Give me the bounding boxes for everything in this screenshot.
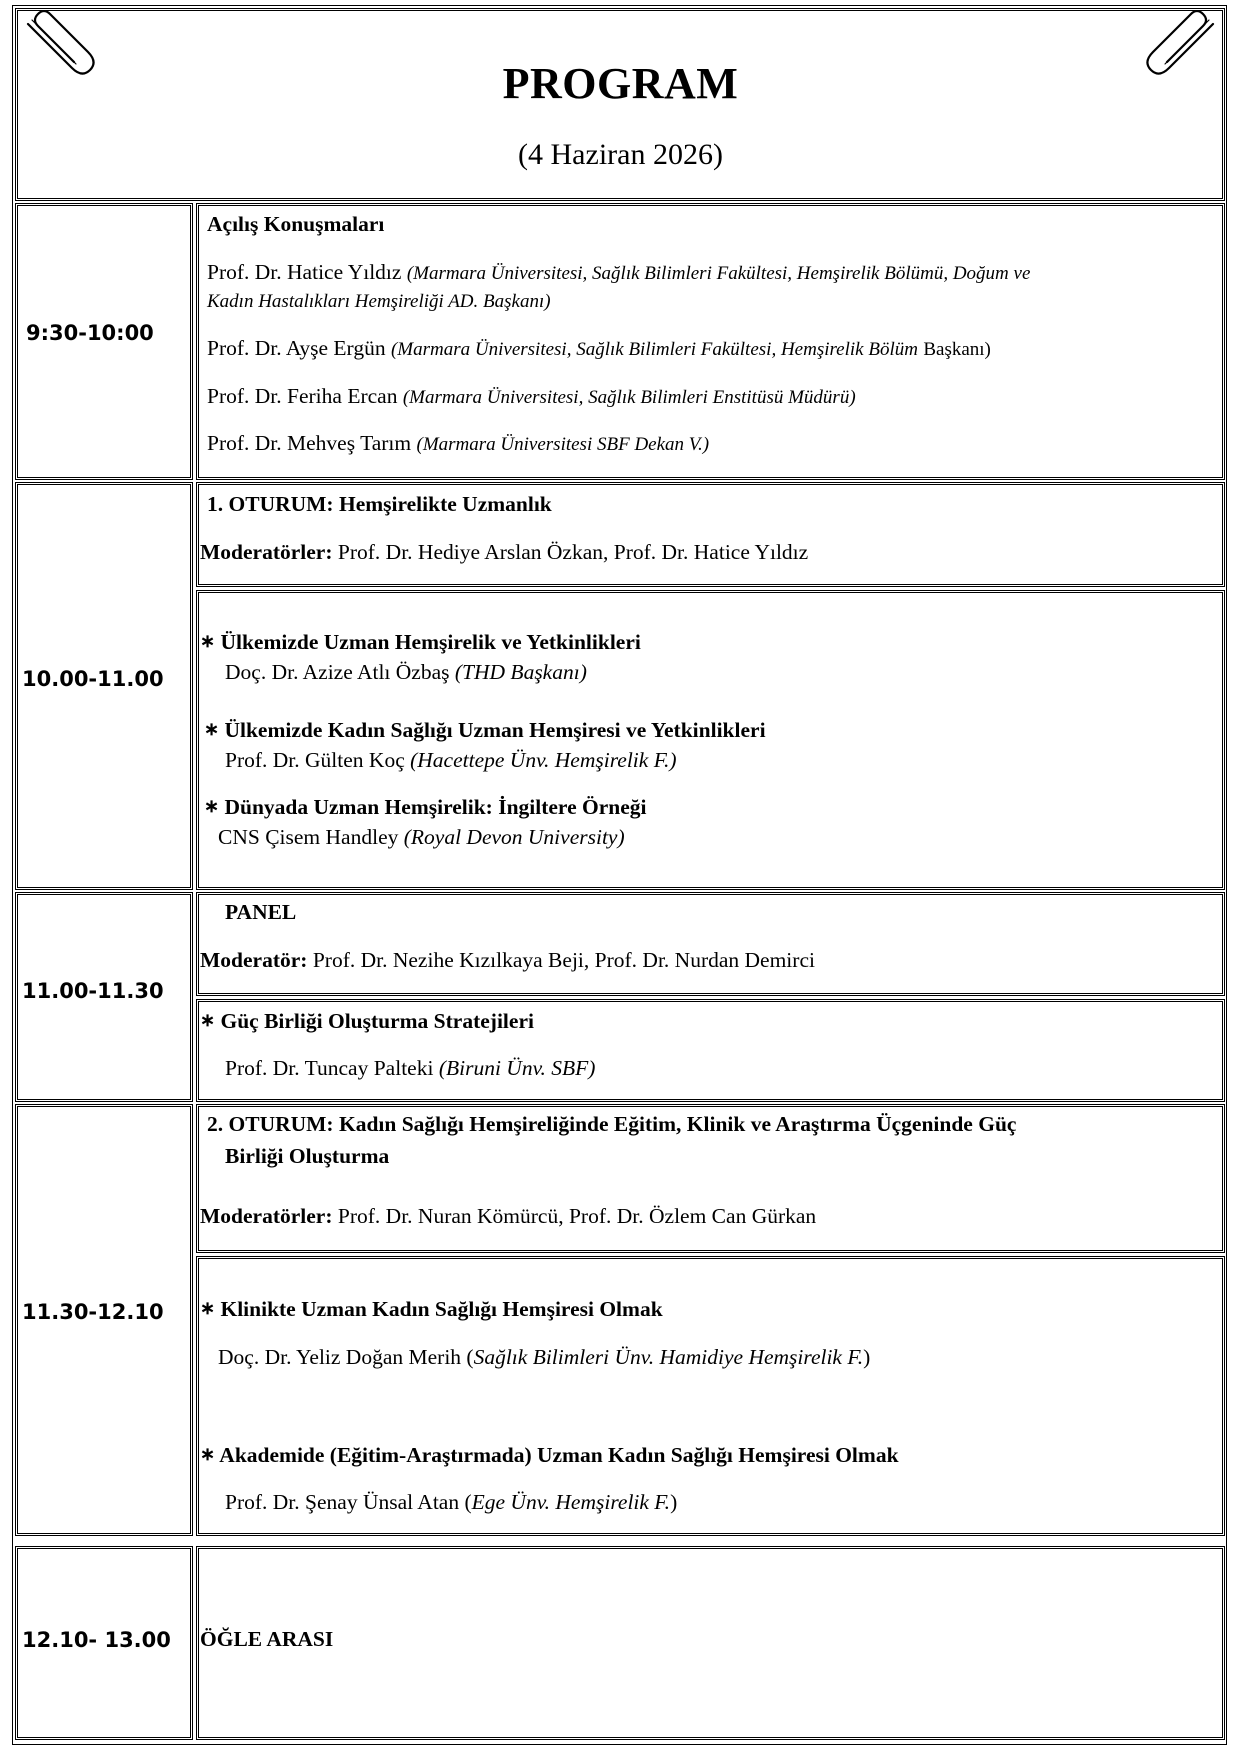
speaker-name: Prof. Dr. Şenay Ünsal Atan ( xyxy=(225,1490,472,1514)
session-heading: 2. OTURUM: Kadın Sağlığı Hemşireliğinde Eğitim, Klinik ve Araştırma Üçgeninde Güç xyxy=(207,1112,1017,1136)
session-cell xyxy=(196,1546,1225,1740)
speaker-name: Prof. Dr. Ayşe Ergün xyxy=(207,336,386,360)
talk-title xyxy=(200,630,641,655)
talk-speaker xyxy=(225,1056,595,1081)
session-time: 10.00-11.00 xyxy=(22,667,164,691)
session-time: 12.10- 13.00 xyxy=(22,1628,171,1652)
session-heading: 1. OTURUM: Hemşirelikte Uzmanlık xyxy=(207,492,552,516)
talk-speaker xyxy=(225,1490,677,1515)
speaker-name: CNS Çisem Handley xyxy=(218,825,399,849)
moderator-names: Prof. Dr. Nuran Kömürcü, Prof. Dr. Özlem Can Gürkan xyxy=(337,1204,817,1228)
bullet-icon: ∗ xyxy=(200,631,216,651)
moderator-label: Moderatörler: xyxy=(200,1204,333,1228)
session-header-cell xyxy=(196,892,1225,996)
moderator-label: Moderatörler: xyxy=(200,540,333,564)
talk-title-text: Dünyada Uzman Hemşirelik: İngiltere Örneği xyxy=(224,795,647,819)
talk-title-text: Klinikte Uzman Kadın Sağlığı Hemşiresi Olmak xyxy=(220,1297,663,1321)
talk-title xyxy=(200,1443,899,1468)
talk-title-text: Güç Birliği Oluşturma Stratejileri xyxy=(220,1009,534,1033)
speaker-affiliation: (THD Başkanı) xyxy=(454,660,587,684)
bullet-icon: ∗ xyxy=(200,1444,216,1464)
speaker-line xyxy=(207,260,1030,285)
speaker-line xyxy=(207,431,709,456)
speaker-affiliation: (Marmara Üniversitesi SBF Dekan V.) xyxy=(416,434,710,455)
speaker-affiliation: (Royal Devon University) xyxy=(403,825,625,849)
speaker-affiliation-close: ) xyxy=(863,1345,871,1369)
moderator-label: Moderatör: xyxy=(200,948,308,972)
speaker-affiliation: (Marmara Üniversitesi, Sağlık Bilimleri Enstitüsü Müdürü) xyxy=(402,387,856,408)
session-heading: Birliği Oluşturma xyxy=(225,1144,390,1168)
moderator-line xyxy=(200,948,815,973)
talk-title xyxy=(204,795,647,820)
moderator-names: Prof. Dr. Nezihe Kızılkaya Beji, Prof. Dr. Nurdan Demirci xyxy=(312,948,815,972)
talk-title-text: Ülkemizde Uzman Hemşirelik ve Yetkinlikleri xyxy=(220,630,641,654)
speaker-affiliation: (Hacettepe Ünv. Hemşirelik F.) xyxy=(410,748,677,772)
session-time: 11.00-11.30 xyxy=(22,979,164,1003)
speaker-name: Prof. Dr. Hatice Yıldız xyxy=(207,260,402,284)
session-heading: PANEL xyxy=(225,900,297,924)
bullet-icon: ∗ xyxy=(204,719,220,739)
moderator-names: Prof. Dr. Hediye Arslan Özkan, Prof. Dr. Hatice Yıldız xyxy=(337,540,809,564)
speaker-affiliation-close: ) xyxy=(670,1490,678,1514)
speaker-affiliation: Sağlık Bilimleri Ünv. Hamidiye Hemşirelik F. xyxy=(473,1345,864,1369)
speaker-affiliation: (Biruni Ünv. SBF) xyxy=(438,1056,596,1080)
talk-title xyxy=(200,1009,534,1034)
talk-title-text: Ülkemizde Kadın Sağlığı Uzman Hemşiresi ve Yetkinlikleri xyxy=(224,718,766,742)
speaker-name: Doç. Dr. Azize Atlı Özbaş xyxy=(225,660,450,684)
talk-title xyxy=(200,1297,663,1322)
session-time: 9:30-10:00 xyxy=(26,321,154,345)
talk-speaker xyxy=(218,825,625,850)
speaker-name: Doç. Dr. Yeliz Doğan Merih ( xyxy=(218,1345,474,1369)
speaker-affiliation-tail: Başkanı) xyxy=(923,339,991,360)
speaker-name: Prof. Dr. Gülten Koç xyxy=(225,748,405,772)
talk-speaker xyxy=(218,1345,870,1370)
speaker-affiliation: (Marmara Üniversitesi, Sağlık Bilimleri Fakültesi, Hemşirelik Bölümü, Doğum ve xyxy=(406,263,1031,284)
speaker-affiliation: Kadın Hastalıkları Hemşireliği AD. Başkanı) xyxy=(207,291,551,312)
program-date: (4 Haziran 2026) xyxy=(518,138,723,171)
bullet-icon: ∗ xyxy=(200,1010,216,1030)
session-time: 11.30-12.10 xyxy=(22,1300,164,1324)
speaker-affiliation: Ege Ünv. Hemşirelik F. xyxy=(471,1490,671,1514)
talk-speaker xyxy=(225,748,677,773)
speaker-name: Prof. Dr. Feriha Ercan xyxy=(207,384,398,408)
session-heading: ÖĞLE ARASI xyxy=(200,1627,334,1651)
bullet-icon: ∗ xyxy=(200,1298,216,1318)
talk-title-text: Akademide (Eğitim-Araştırmada) Uzman Kadın Sağlığı Hemşiresi Olmak xyxy=(219,1443,899,1467)
speaker-line xyxy=(207,336,991,361)
bullet-icon: ∗ xyxy=(204,796,220,816)
speaker-line xyxy=(207,384,856,409)
speaker-name: Prof. Dr. Tuncay Palteki xyxy=(225,1056,434,1080)
speaker-affiliation: (Marmara Üniversitesi, Sağlık Bilimleri Fakültesi, Hemşirelik Bölüm xyxy=(390,339,918,360)
page-title: PROGRAM xyxy=(502,59,739,108)
talk-title xyxy=(204,718,766,743)
moderator-line xyxy=(200,1204,816,1229)
talk-speaker xyxy=(225,660,587,685)
session-heading: Açılış Konuşmaları xyxy=(207,212,385,236)
moderator-line xyxy=(200,540,808,565)
speaker-name: Prof. Dr. Mehveş Tarım xyxy=(207,431,412,455)
